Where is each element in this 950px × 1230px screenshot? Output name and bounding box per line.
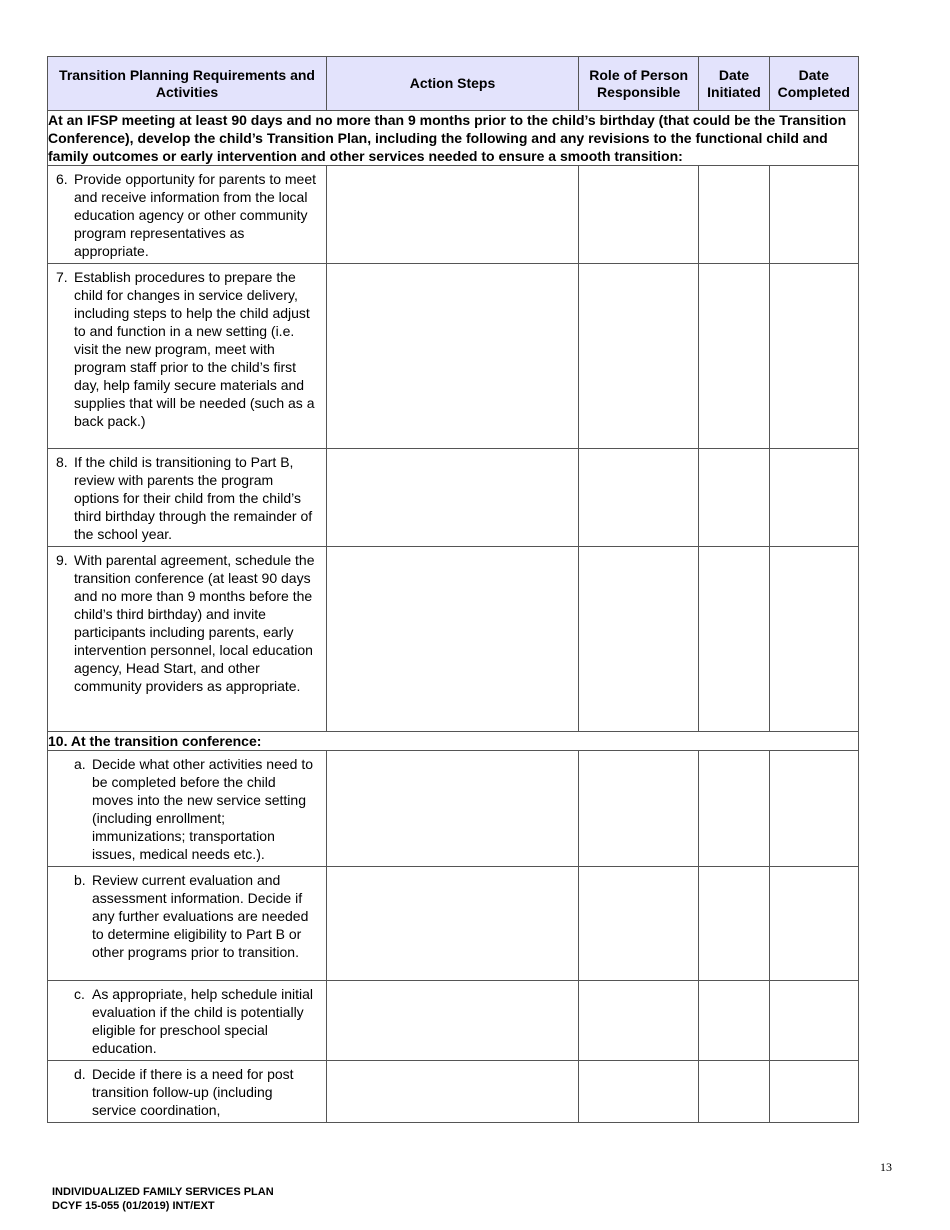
role-cell[interactable]	[578, 449, 698, 547]
subitem-text: Review current evaluation and assessment information. Decide if any further evaluations are needed to determine eligibility to Part B or other programs prior to transition.	[92, 872, 309, 960]
subitem-letter: c.	[74, 986, 85, 1002]
subitem-letter: a.	[74, 756, 86, 772]
item-text: If the child is transitioning to Part B, review with parents the program options for their child from the child’s third birthday through the remainder of the school year.	[74, 454, 313, 542]
header-date-completed: Date Completed	[769, 57, 858, 111]
date-completed-cell[interactable]	[769, 547, 858, 732]
date-initiated-cell[interactable]	[699, 867, 769, 981]
table-row	[48, 166, 859, 264]
requirement-cell	[48, 264, 327, 449]
subitem-text: Decide what other activities need to be completed before the child moves into the new service setting (including enrollment; immunizations; transportation issues, medical needs etc.).	[92, 756, 314, 862]
date-initiated-cell[interactable]	[699, 981, 769, 1061]
date-initiated-cell[interactable]	[699, 166, 769, 264]
table-row	[48, 1061, 859, 1123]
table-row	[48, 981, 859, 1061]
requirement-cell	[48, 166, 327, 264]
requirement-cell	[48, 449, 327, 547]
requirement-cell	[48, 867, 327, 981]
requirement-cell	[48, 547, 327, 732]
action-steps-cell[interactable]	[327, 264, 579, 449]
footer-form-title: INDIVIDUALIZED FAMILY SERVICES PLAN	[52, 1186, 274, 1198]
header-date-initiated: Date Initiated	[699, 57, 769, 111]
date-completed-cell[interactable]	[769, 264, 858, 449]
transition-plan-table	[47, 56, 859, 1123]
date-completed-cell[interactable]	[769, 751, 858, 867]
footer-form-number: DCYF 15-055 (01/2019) INT/EXT	[52, 1200, 215, 1212]
table-row	[48, 867, 859, 981]
header-role: Role of Person Responsible	[578, 57, 698, 111]
intro-text: At an IFSP meeting at least 90 days and no more than 9 months prior to the child’s birthday (that could be the Transition Conference), develop the child’s Transition Plan, including the following and any revisions to the functional child and family outcomes or early intervention and other services needed to ensure a smooth transition:	[48, 111, 859, 166]
action-steps-cell[interactable]	[327, 166, 579, 264]
header-row	[48, 57, 859, 111]
subitem-letter: b.	[74, 872, 86, 888]
header-action-steps: Action Steps	[327, 57, 579, 111]
date-initiated-cell[interactable]	[699, 264, 769, 449]
date-completed-cell[interactable]	[769, 1061, 858, 1123]
date-completed-cell[interactable]	[769, 867, 858, 981]
intro-row	[48, 111, 859, 166]
requirement-cell	[48, 751, 327, 867]
role-cell[interactable]	[578, 981, 698, 1061]
item-text: Provide opportunity for parents to meet and receive information from the local education agency or other community program representatives as appropriate.	[74, 171, 317, 259]
role-cell[interactable]	[578, 166, 698, 264]
role-cell[interactable]	[578, 751, 698, 867]
table-row	[48, 751, 859, 867]
item-number: 6.	[56, 171, 68, 187]
footer	[52, 1185, 274, 1213]
date-initiated-cell[interactable]	[699, 1061, 769, 1123]
role-cell[interactable]	[578, 1061, 698, 1123]
requirement-cell	[48, 1061, 327, 1123]
table-row	[48, 264, 859, 449]
subitem-text: As appropriate, help schedule initial evaluation if the child is potentially eligible for preschool special education.	[92, 986, 314, 1056]
date-completed-cell[interactable]	[769, 981, 858, 1061]
item-number: 9.	[56, 552, 68, 568]
action-steps-cell[interactable]	[327, 867, 579, 981]
date-initiated-cell[interactable]	[699, 751, 769, 867]
date-initiated-cell[interactable]	[699, 547, 769, 732]
item-text: Establish procedures to prepare the child for changes in service delivery, including steps to help the child adjust to and function in a new setting (i.e. visit the new program, meet with program staff prior to the child’s first day, help family secure materials and supplies that will be needed (such as a back pack.)	[74, 269, 315, 429]
role-cell[interactable]	[578, 547, 698, 732]
section-10-heading: 10. At the transition conference:	[48, 732, 859, 751]
action-steps-cell[interactable]	[327, 981, 579, 1061]
action-steps-cell[interactable]	[327, 449, 579, 547]
action-steps-cell[interactable]	[327, 751, 579, 867]
requirement-cell	[48, 981, 327, 1061]
action-steps-cell[interactable]	[327, 1061, 579, 1123]
role-cell[interactable]	[578, 264, 698, 449]
action-steps-cell[interactable]	[327, 547, 579, 732]
item-text: With parental agreement, schedule the transition conference (at least 90 days and no more than 9 months before the child’s third birthday) and invite participants including parents, early intervention personnel, local education agency, Head Start, and other community providers as appropriate.	[74, 552, 315, 694]
item-number: 8.	[56, 454, 68, 470]
page-number: 13	[880, 1160, 892, 1174]
subitem-letter: d.	[74, 1066, 86, 1082]
table-row	[48, 547, 859, 732]
item-number: 7.	[56, 269, 68, 285]
role-cell[interactable]	[578, 867, 698, 981]
date-completed-cell[interactable]	[769, 449, 858, 547]
section-row	[48, 732, 859, 751]
table-row	[48, 449, 859, 547]
subitem-text: Decide if there is a need for post transition follow-up (including service coordination,	[92, 1066, 294, 1118]
date-completed-cell[interactable]	[769, 166, 858, 264]
date-initiated-cell[interactable]	[699, 449, 769, 547]
header-requirements: Transition Planning Requirements and Activities	[48, 57, 327, 111]
